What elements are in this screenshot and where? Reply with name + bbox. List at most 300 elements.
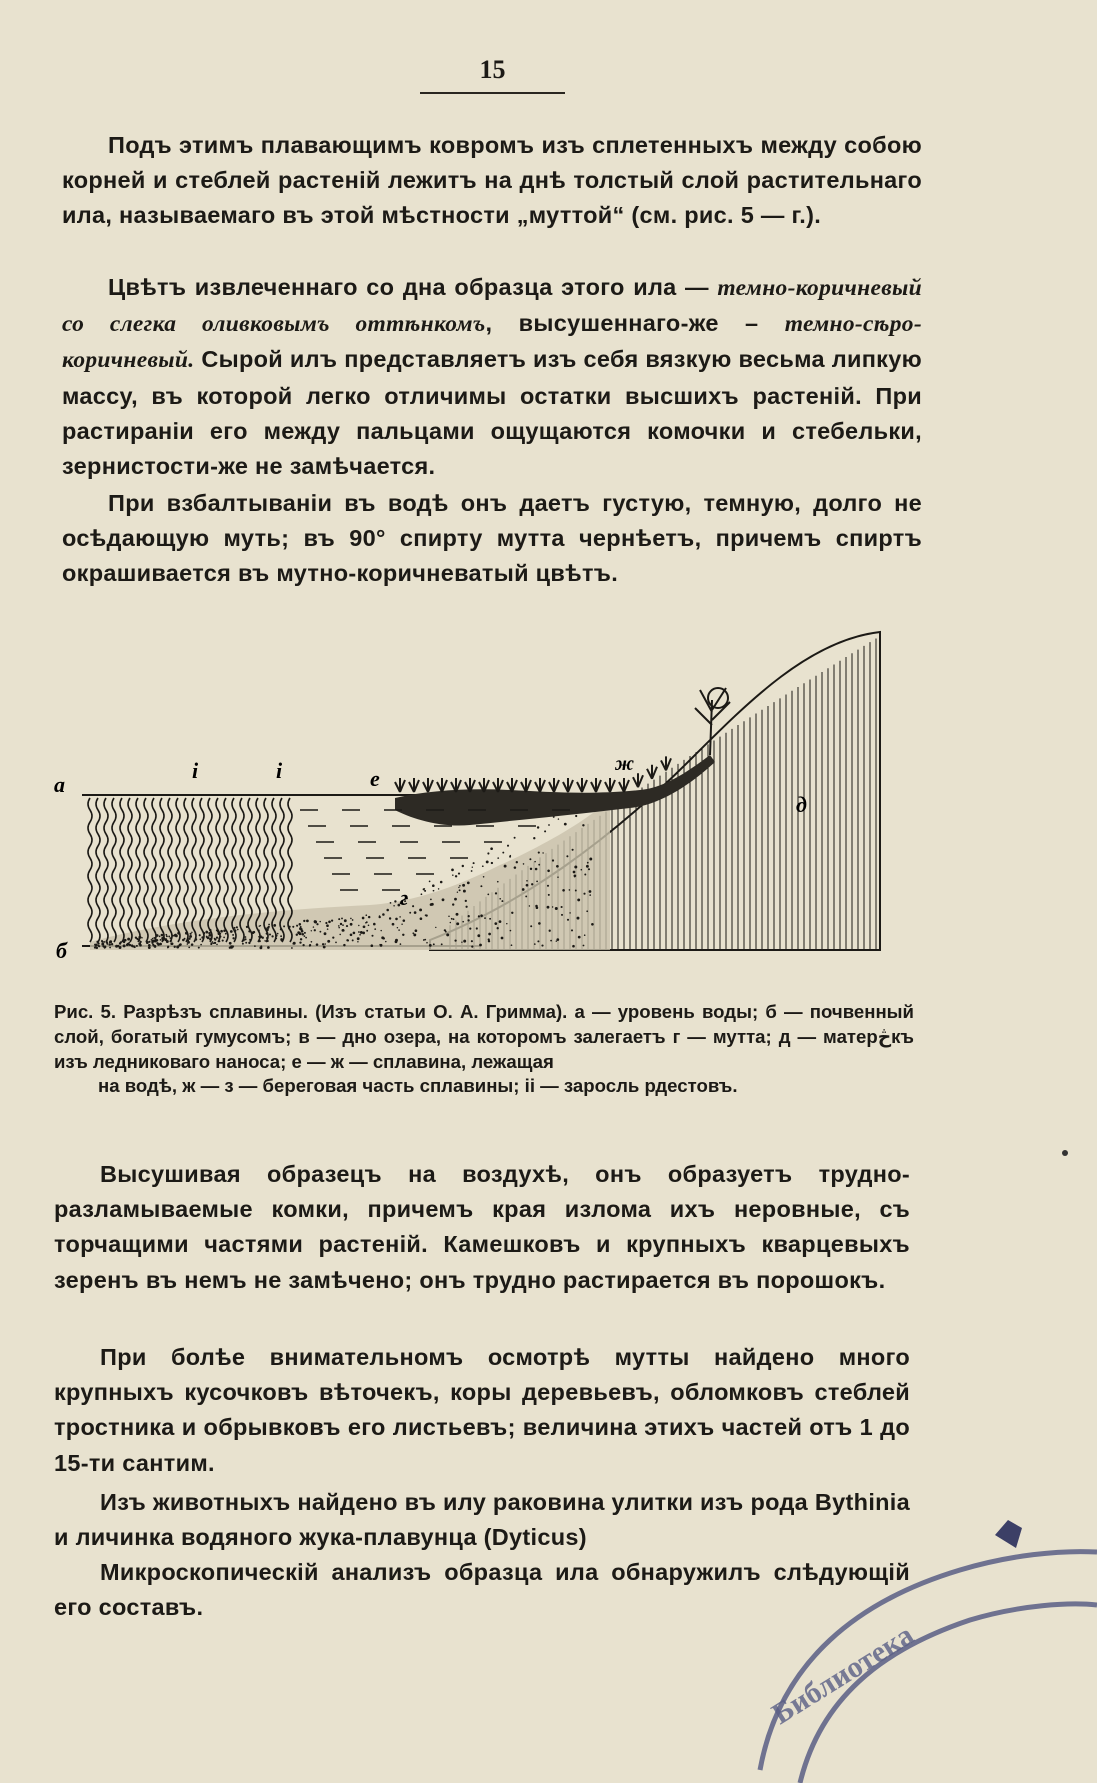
sediment-dot [465,900,467,902]
sediment-dot [534,943,536,945]
sediment-dot [313,926,314,927]
sediment-dot [350,918,352,920]
sediment-dot [363,925,366,928]
sediment-dot [382,913,385,916]
label-a: а [54,772,65,797]
sediment-dot [534,861,536,863]
sediment-dot [487,852,489,854]
sediment-dot [267,946,270,949]
sediment-dot [458,887,459,888]
sediment-dot [504,865,507,868]
sediment-dot [555,907,558,910]
sediment-dot [480,914,483,917]
sediment-dot [467,919,469,921]
sediment-dot [386,909,389,912]
sediment-dot [490,847,493,850]
sediment-dot [583,945,585,947]
sediment-dot [574,866,577,869]
sediment-dot [362,917,365,920]
sediment-dot [220,930,223,933]
sediment-dot [510,930,512,932]
sediment-dot [346,925,348,927]
sediment-dot [134,946,136,948]
sediment-dot [491,862,493,864]
sediment-dot [305,937,307,939]
sediment-dot [459,889,461,891]
sediment-dot [129,944,131,946]
sediment-dot [419,908,422,911]
sediment-dot [556,938,559,941]
sediment-dot [301,930,304,933]
sediment-dot [489,918,491,920]
sediment-dot [450,922,452,924]
sediment-dot [581,869,583,871]
sediment-dot [445,931,447,933]
sediment-dot [516,861,518,863]
sediment-dot [479,944,482,947]
sediment-dot [409,912,411,914]
sediment-dot [111,943,113,945]
sediment-dot [230,930,233,933]
sediment-dot [395,918,398,921]
sediment-dot [339,934,341,936]
sediment-dot [586,910,588,912]
sediment-dot [465,906,467,908]
sediment-dot [302,944,304,946]
sediment-dot [526,880,528,882]
sediment-dot [455,875,457,877]
sediment-dot [569,889,571,891]
paragraph-2-italic-2: темно-сѣро-коричневый. [62,311,922,374]
sediment-dot [433,943,435,945]
sediment-dot [548,894,550,896]
sediment-dot [483,876,485,878]
sediment-dot [108,943,111,946]
sediment-dot [379,915,381,917]
sediment-dot [291,947,293,949]
sediment-dot [214,938,215,939]
sediment-dot [271,935,273,937]
sediment-dot [401,923,402,924]
sediment-dot [182,939,185,942]
sediment-dot [573,871,576,874]
sediment-dot [296,925,298,927]
sediment-dot [344,919,347,922]
sediment-dot [176,946,179,949]
sediment-dot [591,923,594,926]
sediment-dot [326,924,329,927]
paragraph-2 [62,270,922,484]
sediment-dot [324,932,327,935]
sediment-dot [486,860,489,863]
sediment-dot [472,866,473,867]
sediment-dot [412,905,414,907]
sediment-dot [575,815,577,817]
sediment-dot [497,927,499,929]
sediment-dot [136,945,138,947]
sediment-dot [547,870,550,873]
sediment-dot [399,916,401,918]
sediment-dot [103,941,105,943]
sediment-dot [452,903,454,905]
sediment-dot [566,855,568,857]
sediment-dot [575,890,577,892]
sediment-dot [253,931,255,933]
sediment-dot [511,944,513,946]
sediment-dot [530,868,532,870]
sediment-dot [338,918,340,920]
sediment-dot [188,947,190,949]
sediment-dot [529,858,531,860]
sediment-dot [471,945,473,947]
sediment-dot [383,937,385,939]
sediment-dot [586,865,589,868]
sediment-dot [166,940,169,943]
label-i1: і [192,758,199,783]
sediment-dot [207,936,210,939]
sediment-dot [216,936,218,938]
sediment-dot [325,922,327,924]
sediment-dot [322,943,324,945]
sediment-dot [433,890,435,892]
sediment-dot [424,890,426,892]
sediment-dot [442,898,445,901]
sediment-dot [98,945,100,947]
sediment-dot [332,936,334,938]
sediment-dot [488,933,491,936]
sediment-dot [187,943,188,944]
sediment-dot [471,870,473,872]
sediment-dot [550,940,552,942]
sediment-dot [236,926,238,928]
sediment-dot [101,943,104,946]
sediment-dot [451,869,454,872]
sediment-dot [293,942,296,945]
sediment-dot [588,868,590,870]
sediment-dot [232,934,234,936]
sediment-dot [456,913,459,916]
sediment-dot [159,943,162,946]
sediment-dot [587,862,589,864]
sediment-dot [448,915,450,917]
library-stamp [740,1510,1097,1783]
sediment-dot [152,944,154,946]
sediment-dot [371,944,374,947]
sediment-dot [462,865,464,867]
label-d: д [796,792,807,817]
sediment-dot [480,885,482,887]
sediment-dot [170,942,173,945]
sediment-dot [357,941,359,943]
sediment-dot [523,863,525,865]
sediment-dot [328,920,331,923]
sediment-dot [452,874,454,876]
sediment-dot [536,881,538,883]
sediment-dot [199,938,201,940]
sediment-dot [459,885,461,887]
sediment-dot [530,925,532,927]
sediment-dot [453,918,455,920]
sediment-dot [352,919,354,921]
sediment-dot [397,927,398,928]
sediment-dot [165,934,167,936]
sediment-dot [538,922,541,925]
sediment-dot [374,928,376,930]
sediment-dot [126,944,129,947]
sediment-dot [117,945,119,947]
sediment-dot [324,943,326,945]
sediment-dot [484,917,486,919]
sediment-dot [454,898,457,901]
label-e: е [370,766,380,791]
sediment-dot [564,823,567,826]
sediment-dot [368,924,370,926]
sediment-dot [462,884,465,887]
sediment-dot [156,942,158,944]
sediment-dot [577,917,580,920]
sediment-dot [198,947,200,949]
sediment-dot [507,845,509,847]
sediment-dot [421,893,423,895]
sediment-dot [556,941,557,942]
sediment-dot [335,942,337,944]
sediment-dot [438,888,440,890]
sediment-dot [429,881,431,883]
sediment-dot [423,939,425,941]
sediment-dot [106,943,108,945]
sediment-dot [366,930,368,932]
sediment-dot [152,940,154,942]
sediment-dot [561,914,563,916]
sediment-dot [461,941,462,942]
sediment-dot [342,924,344,926]
sediment-dot [499,898,501,900]
sediment-dot [561,906,563,908]
sediment-dot [254,945,256,947]
sediment-dot [462,921,464,923]
sediment-dot [316,943,319,946]
sediment-dot [552,859,554,861]
sediment-dot [338,925,340,927]
sediment-dot [429,944,432,947]
sediment-dot [314,920,317,923]
sediment-dot [435,927,436,928]
sediment-dot [223,937,225,939]
sediment-dot [451,918,453,920]
sediment-dot [283,925,285,927]
sediment-dot [431,903,434,906]
sediment-dot [536,906,539,909]
sediment-dot [511,912,513,914]
sediment-dot [237,929,239,931]
sediment-dot [365,914,367,916]
sediment-dot [303,920,305,922]
sediment-dot [222,940,224,942]
sediment-dot [424,888,425,889]
sediment-dot [300,938,302,940]
sediment-dot [365,922,367,924]
sediment-dot [300,926,302,928]
sediment-dot [458,873,460,875]
sediment-dot [199,934,201,936]
sediment-dot [584,934,586,936]
sediment-dot [319,921,320,922]
sediment-dot [390,902,392,904]
sediment-dot [358,931,360,933]
sediment-dot [471,940,473,942]
sediment-dot [309,945,311,947]
sediment-dot [463,890,466,893]
sediment-dot [297,931,300,934]
sediment-dot [441,943,443,945]
sediment-dot [547,906,550,909]
sediment-dot [529,905,530,906]
sediment-dot [577,898,580,901]
paragraph-4: Высушивая образецъ на воздухѣ, онъ образуетъ трудно-разламываемые комки, причемъ края излома ихъ неровные, съ торчащими частями растеній. Камешковъ и крупныхъ кварцевыхъ зеренъ въ немъ не замѣчено; онъ трудно растирается въ порошокъ. [54,1161,910,1293]
sediment-dot [267,927,269,929]
sediment-dot [94,946,96,948]
sediment-dot [311,941,313,943]
sediment-dot [548,824,550,826]
sediment-dot [148,941,150,943]
sediment-dot [572,945,575,948]
sediment-dot [506,923,507,924]
sediment-dot [296,933,298,935]
sediment-dot [208,932,210,934]
sediment-dot [187,941,190,944]
sediment-dot [456,922,459,925]
sediment-dot [109,941,111,943]
sediment-dot [395,940,398,943]
sediment-dot [259,925,261,927]
sediment-dot [468,915,470,917]
sediment-dot [544,830,546,832]
sediment-dot [188,938,190,940]
sediment-dot [306,920,309,923]
sediment-dot [341,917,343,919]
sediment-dot [542,852,543,853]
sediment-dot [358,925,359,926]
sediment-dot [574,874,577,877]
page-number: 15 [479,55,506,84]
sediment-dot [482,865,484,867]
sediment-dot [537,940,539,942]
sediment-dot [531,883,533,885]
sediment-dot [167,947,169,949]
sediment-dot [514,866,517,869]
sediment-dot [413,933,416,936]
sediment-dot [412,932,414,934]
sediment-dot [350,933,353,936]
sediment-dot [538,864,540,866]
sediment-dot [371,935,373,937]
paragraph-1: Подъ этимъ плавающимъ ковромъ изъ сплетенныхъ между собою корней и стеблей растеній лежитъ на днѣ толстый слой растительнаго ила, называемаго въ этой мѣстности „муттой“ (см. рис. 5 — г.). [62,132,922,229]
sediment-dot [526,884,529,887]
page-number-rule [420,92,565,94]
sediment-dot [488,940,490,942]
sediment-dot [95,944,97,946]
sediment-dot [457,891,458,892]
sediment-dot [189,935,192,938]
sediment-dot [273,924,276,927]
sediment-dot [589,858,592,861]
sediment-dot [522,888,525,891]
paragraph-2-text-e: Сырой илъ представляетъ изъ себя вязкую весьма липкую массу, въ которой легко отличимы остатки высшихъ растеній. При растираніи его между пальцами ощущаются комочки и стебельки, зернистости-же не замѣчается. [62,346,922,480]
sediment-dot [425,914,427,916]
sediment-dot [497,881,499,883]
figure-cross-section [50,620,890,965]
sediment-dot [343,944,345,946]
sediment-dot [123,944,126,947]
sediment-dot [214,942,216,944]
sediment-dot [139,944,142,947]
sediment-dot [478,915,480,917]
sediment-dot [347,940,349,942]
sediment-dot [229,942,232,945]
sediment-dot [299,923,302,926]
sediment-dot [242,943,244,945]
sediment-dot [200,944,202,946]
sediment-dot [340,923,342,925]
sediment-dot [174,946,176,948]
sediment-dot [210,943,212,945]
sediment-dot [357,937,360,940]
sediment-dot [161,934,164,937]
sediment-dot [304,932,306,934]
sediment-dot [487,894,489,896]
sediment-dot [352,939,354,941]
sediment-dot [191,943,194,946]
sediment-dot [525,895,527,897]
sediment-dot [292,926,294,928]
sediment-dot [119,942,121,944]
sediment-dot [216,944,218,946]
sediment-dot [302,933,305,936]
sediment-dot [159,936,161,938]
sediment-dot [402,934,404,936]
sediment-dot [535,868,538,871]
sediment-dot [141,937,143,939]
sediment-dot [389,917,391,919]
sediment-dot [166,935,168,937]
paragraph-2-text-c: , высушеннаго-же – [485,310,785,337]
sediment-dot [547,885,549,887]
sediment-dot [299,941,301,943]
caption-main: Рис. 5. Разрѣзъ сплавины. (Изъ статьи О. А. Гримма). а — уровень воды; б — почвенный слой, богатый гумусомъ; в — дно озера, на которомъ залегаетъ г — мутта; д — матерڅкъ изъ ледниковаго наноса; е — ж — сплавина, лежащая [54,1001,914,1072]
sediment-dot [562,889,565,892]
sediment-dot [359,934,361,936]
sediment-dot [380,930,381,931]
sediment-dot [557,876,559,878]
sediment-dot [556,865,559,868]
sediment-dot [495,892,497,894]
paragraph-2-text-a: Цвѣтъ извлеченнаго со дна образца этого ила — [108,274,718,300]
paragraph-3: При взбалтываніи въ водѣ онъ даетъ густую, темную, долго не осѣдающую муть; въ 90° спирту мутта чернѣетъ, причемъ спиртъ окрашивается въ мутно-коричневатый цвѣтъ. [62,490,922,587]
sediment-dot [494,922,497,925]
ink-mark [1062,1150,1068,1156]
sediment-dot [225,933,227,935]
sediment-dot [385,941,386,942]
sediment-dot [476,927,478,929]
sediment-dot [463,940,466,943]
sediment-dot [368,916,370,918]
sediment-dot [432,884,435,887]
sediment-dot [277,933,279,935]
sediment-dot [280,935,282,937]
sediment-dot [571,929,573,931]
sediment-dot [394,900,396,902]
sediment-dot [537,826,539,828]
